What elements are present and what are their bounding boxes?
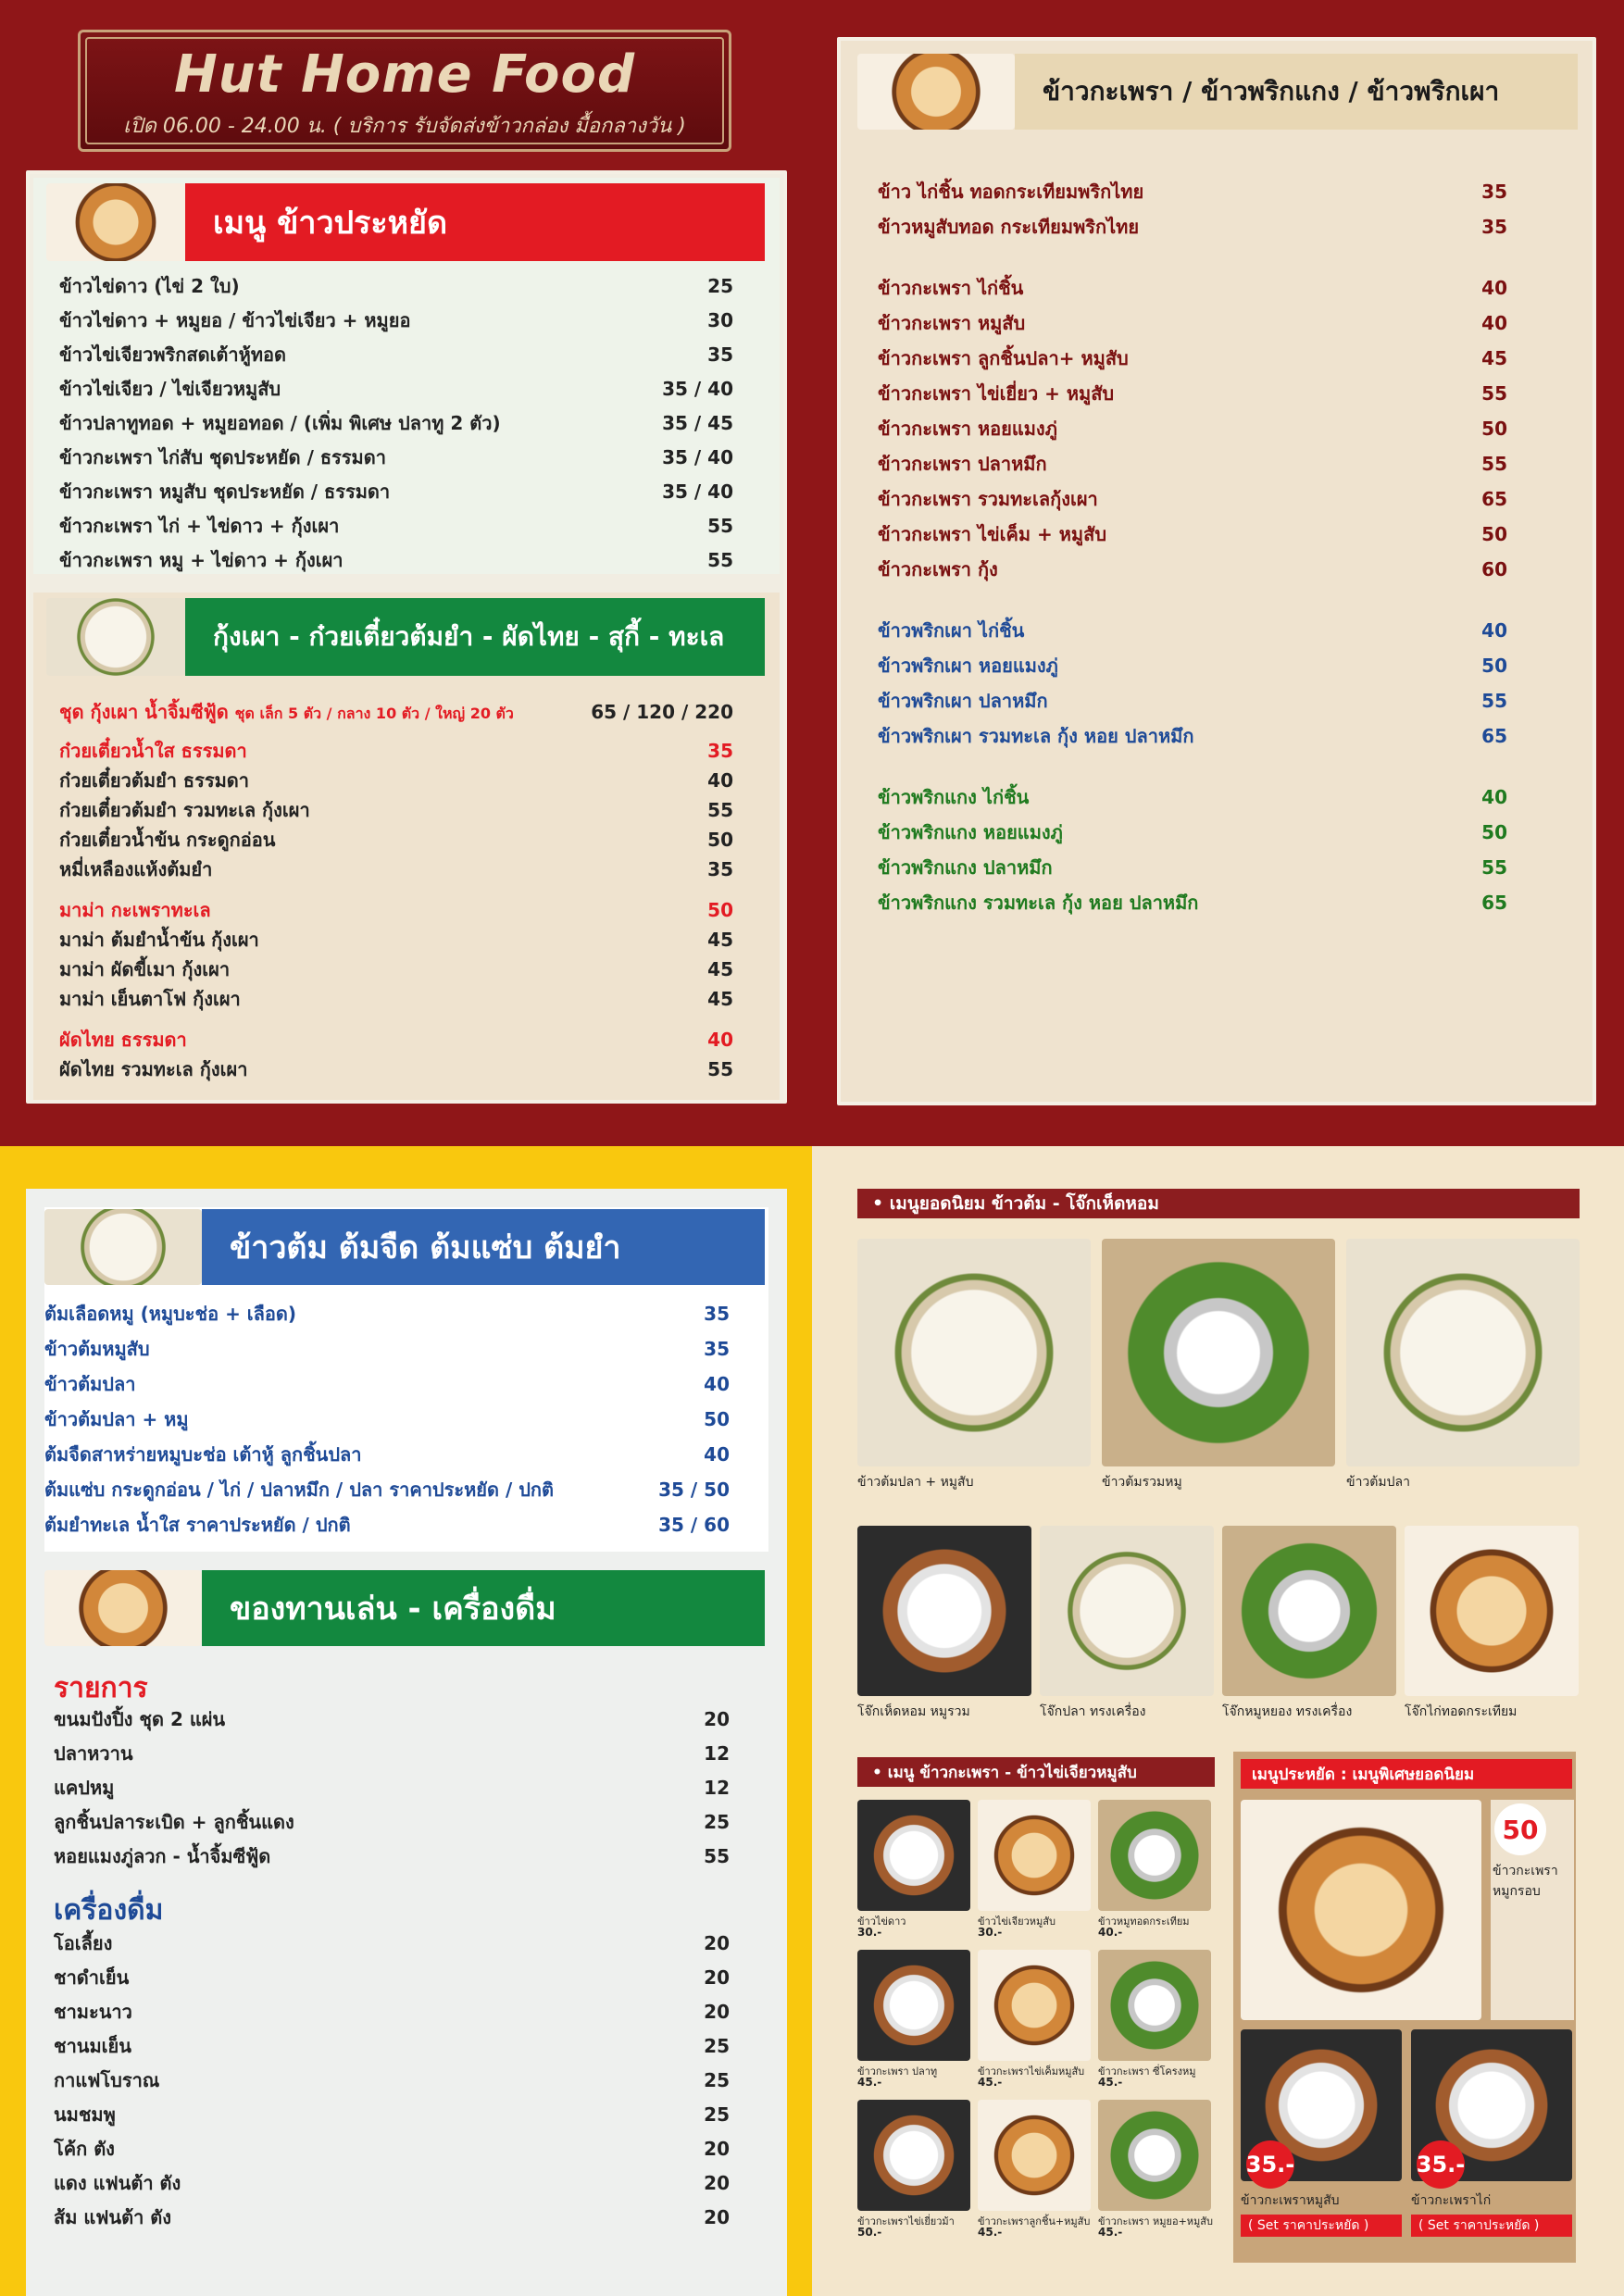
menu-item-row — [54, 1929, 730, 1957]
drinks-list — [54, 1929, 730, 2244]
dish-photo — [1040, 1526, 1214, 1696]
menu-item-price: 55 — [707, 515, 733, 537]
menu-item-price: 20 — [704, 1932, 730, 1954]
menu-item-price: 20 — [704, 1966, 730, 1989]
menu-item-price: 40 — [704, 1373, 730, 1395]
shrimp-set-sizes: ชุด เล็ก 5 ตัว / กลาง 10 ตัว / ใหญ่ 20 ตัว — [234, 705, 514, 722]
menu-item-row — [878, 178, 1507, 206]
kaprao-dish-name: ข้าวกะเพราลูกชิ้น+หมูสับ — [978, 2215, 1091, 2227]
menu-item-name: ลูกชิ้นปลาระเบิด + ลูกชิ้นแดง — [54, 1811, 294, 1833]
menu-item-name: ข้าวไข่เจียวพริกสดเต้าหู้ทอด — [59, 343, 287, 366]
menu-item-row — [878, 818, 1507, 846]
kaprao-dish-price: 45.- — [978, 2226, 1003, 2239]
kaprao-dish-photo — [1098, 1800, 1211, 1911]
menu-item-price: 55 — [707, 799, 733, 821]
snacks-heading: ของทานเล่น - เครื่องดื่ม — [202, 1570, 765, 1646]
menu-item-name: ผัดไทย ธรรมดา — [59, 1029, 187, 1051]
shrimp-set-price: 65 / 120 / 220 — [591, 701, 733, 723]
menu-item-name: ข้าวกะเพรา ไข่เค็ม + หมูสับ — [878, 523, 1107, 545]
menu-item-price: 45 — [707, 958, 733, 980]
menu-item-row — [59, 955, 733, 983]
menu-item-name: ชามะนาว — [54, 2001, 132, 2023]
menu-item-name: ข้าว ไก่ชิ้น ทอดกระเทียมพริกไทย — [878, 181, 1144, 203]
menu-item-price: 50 — [1481, 821, 1507, 843]
menu-item-name: ข้าวกะเพรา หมูสับ — [878, 312, 1026, 334]
menu-item-price: 55 — [1481, 453, 1507, 475]
kaprao-dish-price: 30.- — [978, 1926, 1003, 1939]
dish-caption: ข้าวต้มปลา + หมูสับ — [857, 1475, 974, 1490]
menu-item-row — [59, 546, 733, 574]
menu-item-name: ข้าวพริกแกง รวมทะเล กุ้ง หอย ปลาหมึก — [878, 892, 1199, 914]
fried-egg-photo — [46, 183, 185, 261]
dish-photo — [1222, 1526, 1396, 1696]
menu-item-name: ก๋วยเตี๋ยวต้มยำ ธรรมดา — [59, 769, 250, 792]
menu-item-name: ข้าวกะเพรา ลูกชิ้นปลา+ หมูสับ — [878, 347, 1129, 369]
menu-item-row — [59, 826, 733, 854]
shrimp-set-name: ชุด กุ้งเผา น้ำจิ้มซีฟู้ด — [59, 701, 229, 723]
menu-item-name: โอเลี้ยง — [54, 1932, 113, 1954]
menu-item-row — [59, 272, 733, 300]
menu-item-row — [878, 783, 1507, 811]
menu-item-row — [878, 652, 1507, 680]
menu-item-price: 25 — [704, 2035, 730, 2057]
menu-item-name: ต้มเลือดหมู (หมูบะช่อ + เลือด) — [44, 1303, 297, 1325]
menu-item-name: ข้าวพริกเผา หอยแมงภู่ — [878, 655, 1058, 677]
menu-item-row — [44, 1511, 730, 1539]
economy-list — [59, 272, 733, 574]
special-right-name: ข้าวกะเพราไก่ — [1411, 2193, 1492, 2208]
menu-item-price: 40 — [1481, 312, 1507, 334]
menu-item-price: 60 — [1481, 558, 1507, 580]
menu-item-name: ข้าวปลาทูทอด + หมูยอทอด / (เพิ่ม พิเศษ ปลาทู 2 ตัว) — [59, 412, 501, 434]
menu-item-row — [44, 1335, 730, 1363]
menu-item-name: มาม่า กะเพราทะเล — [59, 899, 211, 921]
menu-item-name: ชานมเย็น — [54, 2035, 131, 2057]
menu-item-name: หมี่เหลืองแห้งต้มยำ — [59, 858, 213, 880]
menu-item-price: 35 — [704, 1338, 730, 1360]
list-title: รายการ — [54, 1672, 148, 1704]
kaprao-dish-name: ข้าวกะเพรา ปลาทู — [857, 2065, 938, 2078]
special-right-note: ( Set ราคาประหยัด ) — [1411, 2215, 1572, 2237]
menu-item-row — [44, 1405, 730, 1433]
kaprao-dish-name: ข้าวไข่เจียวหมูสับ — [978, 1915, 1056, 1928]
menu-item-name: ข้าวกะเพรา ไก่ + ไข่ดาว + กุ้งเผา — [59, 515, 340, 537]
menu-item-name: ข้าวกะเพรา หมูสับ ชุดประหยัด / ธรรมดา — [59, 480, 391, 503]
menu-item-name: ข้าวกะเพรา หมู + ไข่ดาว + กุ้งเผา — [59, 549, 344, 571]
menu-item-row — [59, 409, 733, 437]
menu-item-row — [44, 1370, 730, 1398]
menu-item-price: 50 — [707, 899, 733, 921]
menu-item-name: มาม่า ผัดขี้เมา กุ้งเผา — [59, 958, 231, 980]
menu-item-price: 40 — [1481, 786, 1507, 808]
menu-item-price: 65 — [1481, 488, 1507, 510]
menu-item-name: ต้มยำทะเล น้ำใส ราคาประหยัด / ปกติ — [44, 1514, 351, 1536]
kaprao-dish-price: 45.- — [1098, 2076, 1123, 2089]
menu-item-price: 55 — [1481, 382, 1507, 405]
menu-item-price: 25 — [704, 2103, 730, 2126]
menu-item-row — [878, 213, 1507, 241]
menu-item-name: ข้าวไข่ดาว + หมูยอ / ข้าวไข่เจียว + หมูยอ — [59, 309, 411, 331]
menu-item-row — [59, 855, 733, 883]
menu-item-name: มาม่า เย็นตาโฟ กุ้งเผา — [59, 988, 241, 1010]
menu-item-row — [878, 617, 1507, 644]
menu-item-price: 20 — [704, 2138, 730, 2160]
menu-item-name: ข้าวพริกแกง ไก่ชิ้น — [878, 786, 1030, 808]
menu-item-name: โค้ก ตัง — [54, 2138, 115, 2160]
grilled-shrimp-set-row — [59, 698, 733, 728]
menu-item-price: 55 — [1481, 856, 1507, 879]
menu-item-price: 50 — [704, 1408, 730, 1430]
soup-heading: ข้าวต้ม ต้มจืด ต้มแซ่บ ต้มยำ — [202, 1209, 765, 1285]
menu-item-row — [54, 2101, 730, 2128]
menu-item-price: 20 — [704, 2172, 730, 2194]
menu-item-row — [54, 2203, 730, 2231]
menu-item-price: 35 / 60 — [658, 1514, 730, 1536]
menu-item-name: ข้าวพริกเผา ปลาหมึก — [878, 690, 1048, 712]
menu-item-price: 35 — [704, 1303, 730, 1325]
kaprao-dish-photo — [978, 2100, 1091, 2211]
menu-item-name: ก๋วยเตี๋ยวน้ำใส ธรรมดา — [59, 740, 247, 762]
seafood-plate-photo — [857, 54, 1015, 130]
economy-heading: เมนู ข้าวประหยัด — [185, 183, 765, 261]
menu-item-name: แดง แฟนต้า ตัง — [54, 2172, 181, 2194]
dish-caption: โจ๊กเห็ดหอม หมูรวม — [857, 1704, 970, 1719]
menu-item-row — [54, 2066, 730, 2094]
menu-item-name: ข้าวไข่เจียว / ไข่เจียวหมูสับ — [59, 378, 281, 400]
menu-item-row — [59, 512, 733, 540]
menu-item-name: ก๋วยเตี๋ยวต้มยำ รวมทะเล กุ้งเผา — [59, 799, 310, 821]
kaprao-dish-photo — [1098, 1950, 1211, 2061]
menu-item-price: 40 — [1481, 619, 1507, 642]
special-left-note: ( Set ราคาประหยัด ) — [1241, 2215, 1402, 2237]
kaprao-dish-name: ข้าวกะเพรา ซี่โครงหมู — [1098, 2065, 1196, 2078]
menu-item-price: 40 — [707, 769, 733, 792]
menu-item-price: 55 — [707, 549, 733, 571]
menu-item-row — [878, 687, 1507, 715]
menu-item-price: 45 — [1481, 347, 1507, 369]
kaprao-dish-photo — [978, 1800, 1091, 1911]
menu-item-row — [878, 485, 1507, 513]
menu-item-name: ผัดไทย รวมทะเล กุ้งเผา — [59, 1058, 248, 1080]
kaprao-dish-price: 50.- — [857, 2226, 882, 2239]
menu-item-row — [54, 2135, 730, 2163]
menu-item-name: นมชมพู — [54, 2103, 116, 2126]
menu-item-name: ข้าวกะเพรา กุ้ง — [878, 558, 998, 580]
crispy-pork-photo — [1241, 1800, 1481, 2020]
opening-hours: เปิด 06.00 - 24.00 น. ( บริการ รับจัดส่งข้าวกล่อง มื้อกลางวัน ) — [123, 115, 686, 138]
menu-item-row — [59, 896, 733, 924]
menu-item-row — [878, 274, 1507, 302]
menu-item-row — [54, 1774, 730, 1802]
kaprao-dish-price: 45.- — [978, 2076, 1003, 2089]
menu-item-price: 55 — [704, 1845, 730, 1867]
menu-item-row — [54, 1705, 730, 1733]
menu-item-row — [54, 1964, 730, 1991]
menu-item-price: 20 — [704, 1708, 730, 1730]
special-main-price: 50 — [1494, 1803, 1546, 1855]
menu-item-price: 30 — [707, 309, 733, 331]
menu-item-price: 35 / 40 — [662, 480, 733, 503]
menu-item-price: 35 — [707, 858, 733, 880]
menu-item-row — [878, 889, 1507, 917]
menu-item-price: 65 — [1481, 725, 1507, 747]
menu-item-row — [878, 415, 1507, 443]
menu-item-price: 20 — [704, 2206, 730, 2228]
dish-photo — [1346, 1239, 1580, 1466]
menu-item-name: ต้มแซ่บ กระดูกอ่อน / ไก่ / ปลาหมึก / ปลา ราคาประหยัด / ปกติ — [44, 1479, 555, 1501]
menu-item-price: 40 — [707, 1029, 733, 1051]
menu-item-name: ข้าวพริกเผา ไก่ชิ้น — [878, 619, 1025, 642]
noodle-bowl-photo — [46, 598, 185, 676]
menu-item-price: 35 / 40 — [662, 378, 733, 400]
dish-photo — [1102, 1239, 1335, 1466]
menu-item-row — [54, 2169, 730, 2197]
kaprao-list — [878, 178, 1507, 946]
shrimp-heading: กุ้งเผา - ก๋วยเตี๋ยวต้มยำ - ผัดไทย - สุกี้ - ทะเล — [185, 598, 765, 676]
menu-item-name: ส้ม แฟนต้า ตัง — [54, 2206, 172, 2228]
menu-item-name: ข้าวพริกแกง ปลาหมึก — [878, 856, 1053, 879]
menu-item-row — [59, 478, 733, 505]
menu-item-name: ข้าวกะเพรา รวมทะเลกุ้งเผา — [878, 488, 1098, 510]
menu-item-row — [59, 443, 733, 471]
special-left-price: 35.- — [1246, 2140, 1294, 2189]
menu-item-price: 50 — [1481, 655, 1507, 677]
dish-photo — [1405, 1526, 1579, 1696]
menu-item-name: ข้าวไข่ดาว (ไข่ 2 ใบ) — [59, 275, 240, 297]
menu-item-price: 55 — [707, 1058, 733, 1080]
menu-item-row — [878, 722, 1507, 750]
menu-item-row — [878, 854, 1507, 881]
menu-item-row — [59, 926, 733, 954]
toast-photo — [44, 1570, 202, 1646]
shrimp-list — [59, 737, 733, 1089]
kaprao-dish-price: 40.- — [1098, 1926, 1123, 1939]
kaprao-dish-price: 30.- — [857, 1926, 882, 1939]
menu-item-price: 12 — [704, 1742, 730, 1765]
menu-item-price: 45 — [707, 929, 733, 951]
menu-item-price: 65 — [1481, 892, 1507, 914]
dish-caption: โจ๊กปลา ทรงเครื่อง — [1040, 1704, 1146, 1719]
menu-item-name: ปลาหวาน — [54, 1742, 133, 1765]
menu-item-price: 35 / 50 — [658, 1479, 730, 1501]
menu-item-name: ข้าวต้มปลา + หมู — [44, 1408, 189, 1430]
kaprao-dish-name: ข้าวหมูทอดกระเทียม — [1098, 1915, 1190, 1928]
snacks-list — [54, 1705, 730, 1872]
menu-item-name: หอยแมงภู่ลวก - น้ำจิ้มซีฟู้ด — [54, 1845, 271, 1867]
popular-heading: • เมนูยอดนิยม ข้าวต้ม - โจ๊กเห็ดหอม — [857, 1189, 1580, 1218]
menu-item-row — [878, 520, 1507, 548]
menu-item-row — [54, 1998, 730, 2026]
menu-item-price: 55 — [1481, 690, 1507, 712]
drinks-title: เครื่องดื่ม — [54, 1894, 164, 1927]
menu-item-price: 25 — [707, 275, 733, 297]
menu-item-row — [54, 2032, 730, 2060]
menu-item-row — [878, 344, 1507, 372]
dish-caption: โจ๊กหมูหยอง ทรงเครื่อง — [1222, 1704, 1353, 1719]
dish-caption: ข้าวต้มรวมหมู — [1102, 1475, 1182, 1490]
menu-item-price: 40 — [704, 1443, 730, 1466]
special-main-name: ข้าวกะเพรา หมูกรอบ — [1493, 1864, 1558, 1899]
menu-item-price: 35 / 40 — [662, 446, 733, 468]
menu-item-name: ต้มจืดสาหร่ายหมูบะช่อ เต้าหู้ ลูกชิ้นปลา — [44, 1443, 362, 1466]
menu-item-name: ขนมปังปิ้ง ชุด 2 แผ่น — [54, 1708, 226, 1730]
menu-item-row — [59, 306, 733, 334]
menu-item-price: 35 — [707, 343, 733, 366]
special-heading: เมนูประหยัด : เมนูพิเศษยอดนิยม — [1241, 1759, 1572, 1789]
menu-item-row — [44, 1476, 730, 1504]
menu-item-row — [59, 796, 733, 824]
special-left-name: ข้าวกะเพราหมูสับ — [1241, 2193, 1340, 2208]
menu-item-name: ข้าวกะเพรา ไก่สับ ชุดประหยัด / ธรรมดา — [59, 446, 386, 468]
menu-item-row — [59, 375, 733, 403]
menu-item-price: 35 — [707, 740, 733, 762]
kaprao-dish-photo — [857, 2100, 970, 2211]
menu-item-price: 25 — [704, 1811, 730, 1833]
kaprao-dish-photo — [978, 1950, 1091, 2061]
menu-item-price: 12 — [704, 1777, 730, 1799]
menu-item-price: 40 — [1481, 277, 1507, 299]
kaprao-dish-name: ข้าวกะเพราไข่เยี่ยวม้า — [857, 2215, 955, 2227]
menu-item-row — [878, 309, 1507, 337]
kaprao-dish-price: 45.- — [1098, 2226, 1123, 2239]
menu-item-name: ก๋วยเตี๋ยวน้ำข้น กระดูกอ่อน — [59, 829, 276, 851]
menu-item-row — [44, 1441, 730, 1468]
kaprao-dish-photo — [857, 1800, 970, 1911]
menu-item-name: ข้าวหมูสับทอด กระเทียมพริกไทย — [878, 216, 1140, 238]
menu-item-price: 35 — [1481, 181, 1507, 203]
kaprao-grid-heading: • เมนู ข้าวกะเพรา - ข้าวไข่เจียวหมูสับ — [857, 1757, 1215, 1787]
menu-item-row — [54, 1740, 730, 1767]
menu-item-row — [59, 737, 733, 765]
dish-photo — [857, 1239, 1091, 1466]
menu-item-price: 50 — [1481, 523, 1507, 545]
menu-item-price: 50 — [1481, 418, 1507, 440]
menu-item-row — [878, 555, 1507, 583]
menu-item-name: ข้าวพริกแกง หอยแมงภู่ — [878, 821, 1063, 843]
kaprao-dish-photo — [857, 1950, 970, 2061]
kaprao-dish-name: ข้าวไข่ดาว — [857, 1915, 906, 1928]
dish-caption: ข้าวต้มปลา — [1346, 1475, 1410, 1490]
menu-item-row — [878, 380, 1507, 407]
menu-item-row — [54, 1808, 730, 1836]
menu-item-name: ข้าวต้มหมูสับ — [44, 1338, 150, 1360]
menu-item-row — [59, 341, 733, 368]
menu-item-row — [44, 1300, 730, 1328]
menu-item-name: ข้าวกะเพรา ไข่เยี่ยว + หมูสับ — [878, 382, 1115, 405]
menu-item-row — [59, 1055, 733, 1083]
menu-item-name: แคปหมู — [54, 1777, 115, 1799]
dish-photo — [857, 1526, 1031, 1696]
kaprao-heading: ข้าวกะเพรา / ข้าวพริกแกง / ข้าวพริกเผา — [1015, 54, 1578, 130]
menu-item-name: ข้าวพริกเผา รวมทะเล กุ้ง หอย ปลาหมึก — [878, 725, 1194, 747]
menu-item-row — [878, 450, 1507, 478]
menu-item-price: 35 — [1481, 216, 1507, 238]
menu-item-name: ชาดำเย็น — [54, 1966, 130, 1989]
menu-item-price: 25 — [704, 2069, 730, 2091]
soup-list — [44, 1300, 730, 1550]
kaprao-dish-photo — [1098, 2100, 1211, 2211]
kaprao-dish-name: ข้าวกะเพราไข่เค็มหมูสับ — [978, 2065, 1085, 2078]
kaprao-dish-name: ข้าวกะเพรา หมูยอ+หมูสับ — [1098, 2215, 1213, 2227]
dish-caption: โจ๊กไก่ทอดกระเทียม — [1405, 1704, 1518, 1719]
menu-item-price: 50 — [707, 829, 733, 851]
menu-item-name: ข้าวกะเพรา หอยแมงภู่ — [878, 418, 1057, 440]
menu-item-name: ข้าวต้มปลา — [44, 1373, 136, 1395]
menu-item-price: 35 / 45 — [662, 412, 733, 434]
menu-item-row — [59, 767, 733, 794]
menu-item-price: 45 — [707, 988, 733, 1010]
rice-soup-photo — [44, 1209, 202, 1285]
menu-item-name: ข้าวกะเพรา ไก่ชิ้น — [878, 277, 1024, 299]
menu-item-name: ข้าวกะเพรา ปลาหมึก — [878, 453, 1047, 475]
restaurant-name: Hut Home Food — [173, 44, 636, 105]
menu-item-price: 20 — [704, 2001, 730, 2023]
menu-item-row — [59, 985, 733, 1013]
menu-item-name: กาแฟโบราณ — [54, 2069, 160, 2091]
menu-item-row — [59, 1026, 733, 1054]
menu-item-name: มาม่า ต้มยำน้ำข้น กุ้งเผา — [59, 929, 259, 951]
kaprao-dish-price: 45.- — [857, 2076, 882, 2089]
special-right-price: 35.- — [1417, 2140, 1465, 2189]
menu-item-row — [54, 1842, 730, 1870]
